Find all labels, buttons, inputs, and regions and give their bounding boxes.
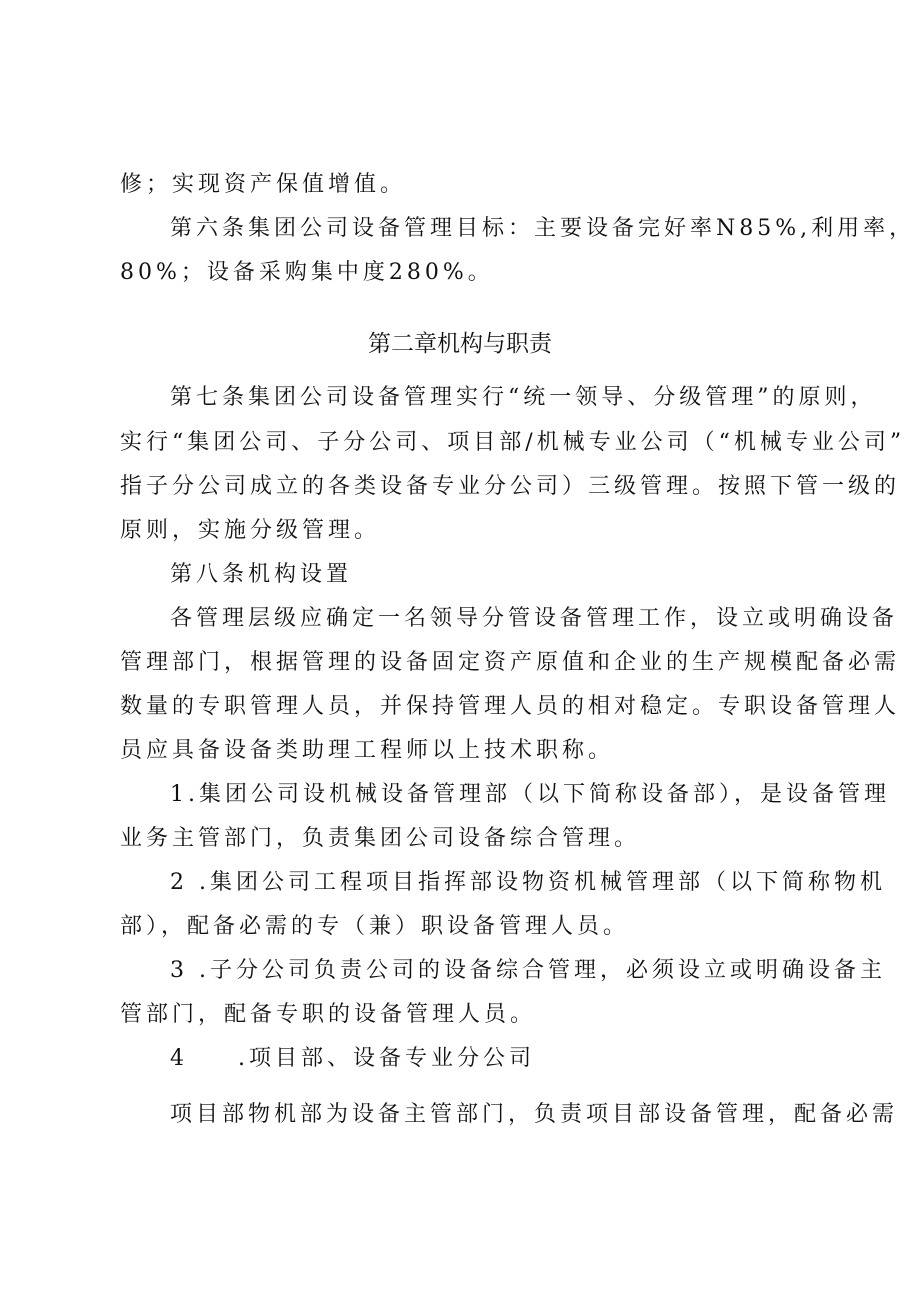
text-line: 指子分公司成立的各类设备专业分公司）三级管理。按照下管一级的	[120, 474, 901, 499]
text-line: 第六条集团公司设备管理目标：主要设备完好率N85%,利用率，	[170, 216, 916, 241]
text-line: 80%；设备采购集中度280%。	[120, 260, 494, 285]
text-line: 修；实现资产保值增值。	[120, 172, 407, 197]
text-line: 业务主管部门，负责集团公司设备综合管理。	[120, 826, 641, 851]
text-line: 数量的专职管理人员，并保持管理人员的相对稳定。专职设备管理人	[120, 694, 901, 719]
text-line: 各管理层级应确定一名领导分管设备管理工作，设立或明确设备	[170, 606, 899, 631]
text-line: 部），配备必需的专（兼）职设备管理人员。	[120, 914, 630, 939]
text-line: 员应具备设备类助理工程师以上技术职称。	[120, 738, 615, 763]
text-line: 项目部物机部为设备主管部门，负责项目部设备管理，配备必需	[170, 1102, 899, 1127]
item-4-number: 4	[170, 1046, 188, 1071]
text-line: 2 .集团公司工程项目指挥部设物资机械管理部（以下简称物机	[170, 870, 886, 895]
item-4-text: .项目部、设备专业分公司	[238, 1046, 535, 1071]
chapter-heading: 第二章机构与职责	[368, 331, 552, 357]
text-line: 管部门，配备专职的设备管理人员。	[120, 1002, 537, 1027]
text-line: 3 .子分公司负责公司的设备综合管理，必须设立或明确设备主	[170, 958, 886, 983]
text-line: 第七条集团公司设备管理实行“统一领导、分级管理”的原则，	[170, 385, 877, 410]
text-line: 1.集团公司设机械设备管理部（以下简称设备部），是设备管理	[170, 782, 890, 807]
item-4-line	[0, 1044, 920, 1074]
text-line: 第八条机构设置	[170, 562, 353, 587]
text-line: 实行“集团公司、子分公司、项目部/机械专业公司（“机械专业公司”	[120, 430, 906, 455]
text-line: 管理部门，根据管理的设备固定资产原值和企业的生产规模配备必需	[120, 650, 901, 675]
text-line: 原则，实施分级管理。	[120, 518, 381, 543]
